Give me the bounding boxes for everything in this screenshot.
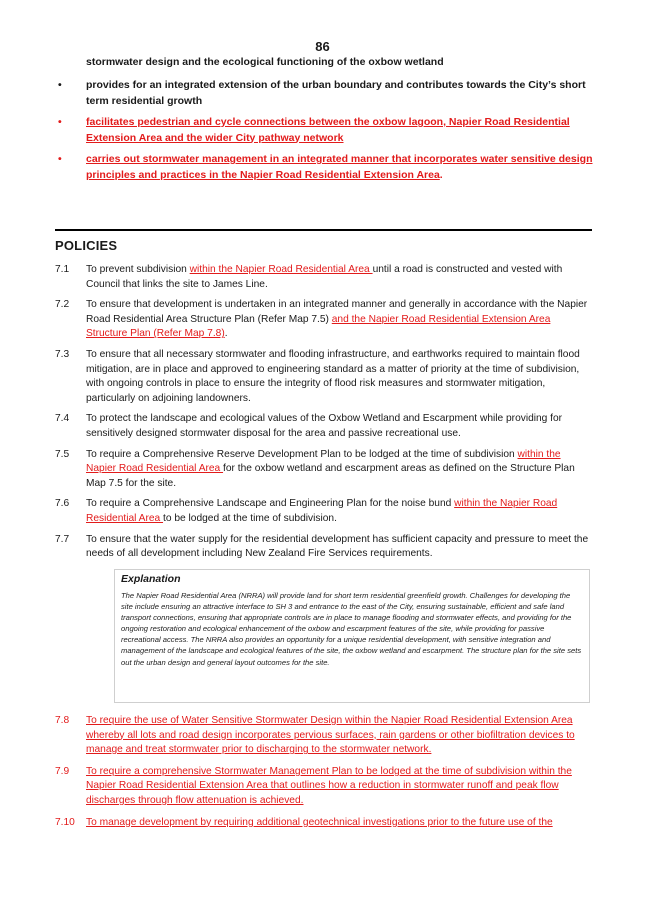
policy-item (55, 263, 592, 292)
policy-inserted-text: within the Napier Road Residential Area (86, 448, 561, 475)
policy-number: 7.10 (55, 816, 75, 828)
policy-number: 7.4 (55, 413, 70, 425)
section-heading: POLICIES (55, 238, 118, 253)
policy-number: 7.2 (55, 299, 70, 311)
bullet-text: provides for an integrated extension of the urban boundary and contributes towards the City’s short term residential growth (86, 79, 586, 107)
section-divider (55, 229, 592, 231)
policy-number: 7.7 (55, 533, 70, 545)
bullet-item-inserted (56, 115, 596, 146)
bullet-text-inserted: facilitates pedestrian and cycle connections between the oxbow lagoon, Napier Road Residential Extension Area and the wider City pathway network (86, 116, 570, 144)
bullet-tail: . (439, 168, 443, 181)
policy-item (55, 412, 592, 441)
explanation-body: The Napier Road Residential Area (NRRA) will provide land for short term residential greenfield growth. Challenges for developing the site include ensuring an attractive interface to SH 3 and entrance to the east of the City, ensuring sustainable, efficient and safe land transport connections, ensuring that appropriate controls are in place to manage flooding and stormwater effects, and providing for the ongoing restoration and ecological enhancement of the oxbow and escarpment features of the site, while providing for passive recreational access. The NRRA also provides an opportunity for a unique residential development, with sensitive integration and management of the landscape and ecological features of the site, the oxbow wetland and escarpment. The structure plan for the site sets out the urban design and general layout outcomes for the site. (121, 591, 582, 667)
policy-number: 7.6 (55, 498, 70, 510)
policy-text: To ensure that all necessary stormwater and flooding infrastructure, and earthworks required to maintain flood mitigation, are in place and approved to engineering standard as a matter of priority at the time of subdivision, with ongoing controls in place to ensure the integrity of flood risk measures and stormwater mitigation, particularly on adjoining landowners. (86, 348, 580, 404)
policy-item (55, 497, 592, 526)
policy-item-inserted (55, 816, 592, 831)
policy-number: 7.3 (55, 348, 70, 360)
policy-text: To require a Comprehensive Reserve Development Plan to be lodged at the time of subdivision (86, 448, 518, 460)
page-number: 86 (315, 39, 330, 54)
policy-item (55, 448, 592, 492)
bullet-item (56, 78, 596, 109)
policy-number: 7.5 (55, 448, 70, 460)
policy-number: 7.8 (55, 715, 70, 726)
policy-inserted-text: within the Napier Road Residential Area (86, 498, 558, 524)
policy-text: To prevent subdivision (86, 264, 190, 275)
policy-item-inserted (55, 714, 592, 758)
intro-continuation: stormwater design and the ecological functioning of the oxbow wetland (86, 56, 444, 68)
policy-text-inserted: To require the use of Water Sensitive Stormwater Design within the Napier Road Residential Extension Area whereby all lots and road design incorporates pervious surfaces, rain gardens or other biofiltration devices to manage and treat stormwater prior to discharging to the stormwater network. (86, 715, 575, 756)
policy-inserted-text: and the Napier Road Residential Extension Area Structure Plan (Refer Map 7.8) (86, 313, 551, 340)
policy-text-cont: until a road is constructed and vested with Council that links the site to James Line. (86, 264, 563, 290)
policy-number: 7.9 (55, 765, 70, 777)
objectives-bullet-list (56, 78, 596, 189)
policy-item (55, 533, 592, 562)
policy-inserted-text: within the Napier Road Residential Area (189, 264, 373, 275)
inserted-policies-list (55, 714, 592, 837)
explanation-title: Explanation (121, 573, 181, 585)
policy-text-cont: to be lodged at the time of subdivision. (163, 512, 337, 524)
policy-item (55, 298, 592, 342)
policy-text: To ensure that development is undertaken in an integrated manner and generally in accordance with the Napier Road Residential Area Structure Plan (Refer Map 7.5) (86, 299, 588, 325)
policy-text-cont: for the oxbow wetland and escarpment areas as defined on the Structure Plan Map 7.5 for the site. (86, 463, 575, 489)
policy-text-inserted: To require a comprehensive Stormwater Management Plan to be lodged at the time of subdivision within the Napier Road Residential Extension Area that outlines how a reduction in stormwater runoff and peak flow discharges through flow attenuation is achieved. (86, 765, 572, 806)
bullet-text-inserted: carries out stormwater management in an integrated manner that incorporates water sensitive design principles and practices in the Napier Road Residential Extension Area (86, 153, 593, 181)
policy-number: 7.1 (55, 264, 70, 275)
policy-text: To protect the landscape and ecological values of the Oxbow Wetland and Escarpment while providing for sensitively designed stormwater disposal for the area and passive recreational use. (86, 413, 563, 439)
bullet-item-inserted (56, 152, 596, 183)
policy-text: To ensure that the water supply for the residential development has sufficient capacity and pressure to meet the needs of all development including New Zealand Fire Services requirements. (86, 533, 589, 560)
bullet-icon: • (58, 79, 62, 91)
explanation-box (114, 569, 590, 703)
policy-text-inserted: To manage development by requiring additional geotechnical investigations prior to the future use of the (86, 816, 553, 828)
policy-text-cont: . (224, 328, 228, 340)
policy-item-inserted (55, 765, 592, 809)
bullet-icon: • (58, 116, 62, 128)
bullet-icon: • (58, 153, 62, 165)
policy-item (55, 348, 592, 406)
policies-list (55, 263, 592, 568)
policy-text: To require a Comprehensive Landscape and Engineering Plan for the noise bund (86, 498, 455, 510)
